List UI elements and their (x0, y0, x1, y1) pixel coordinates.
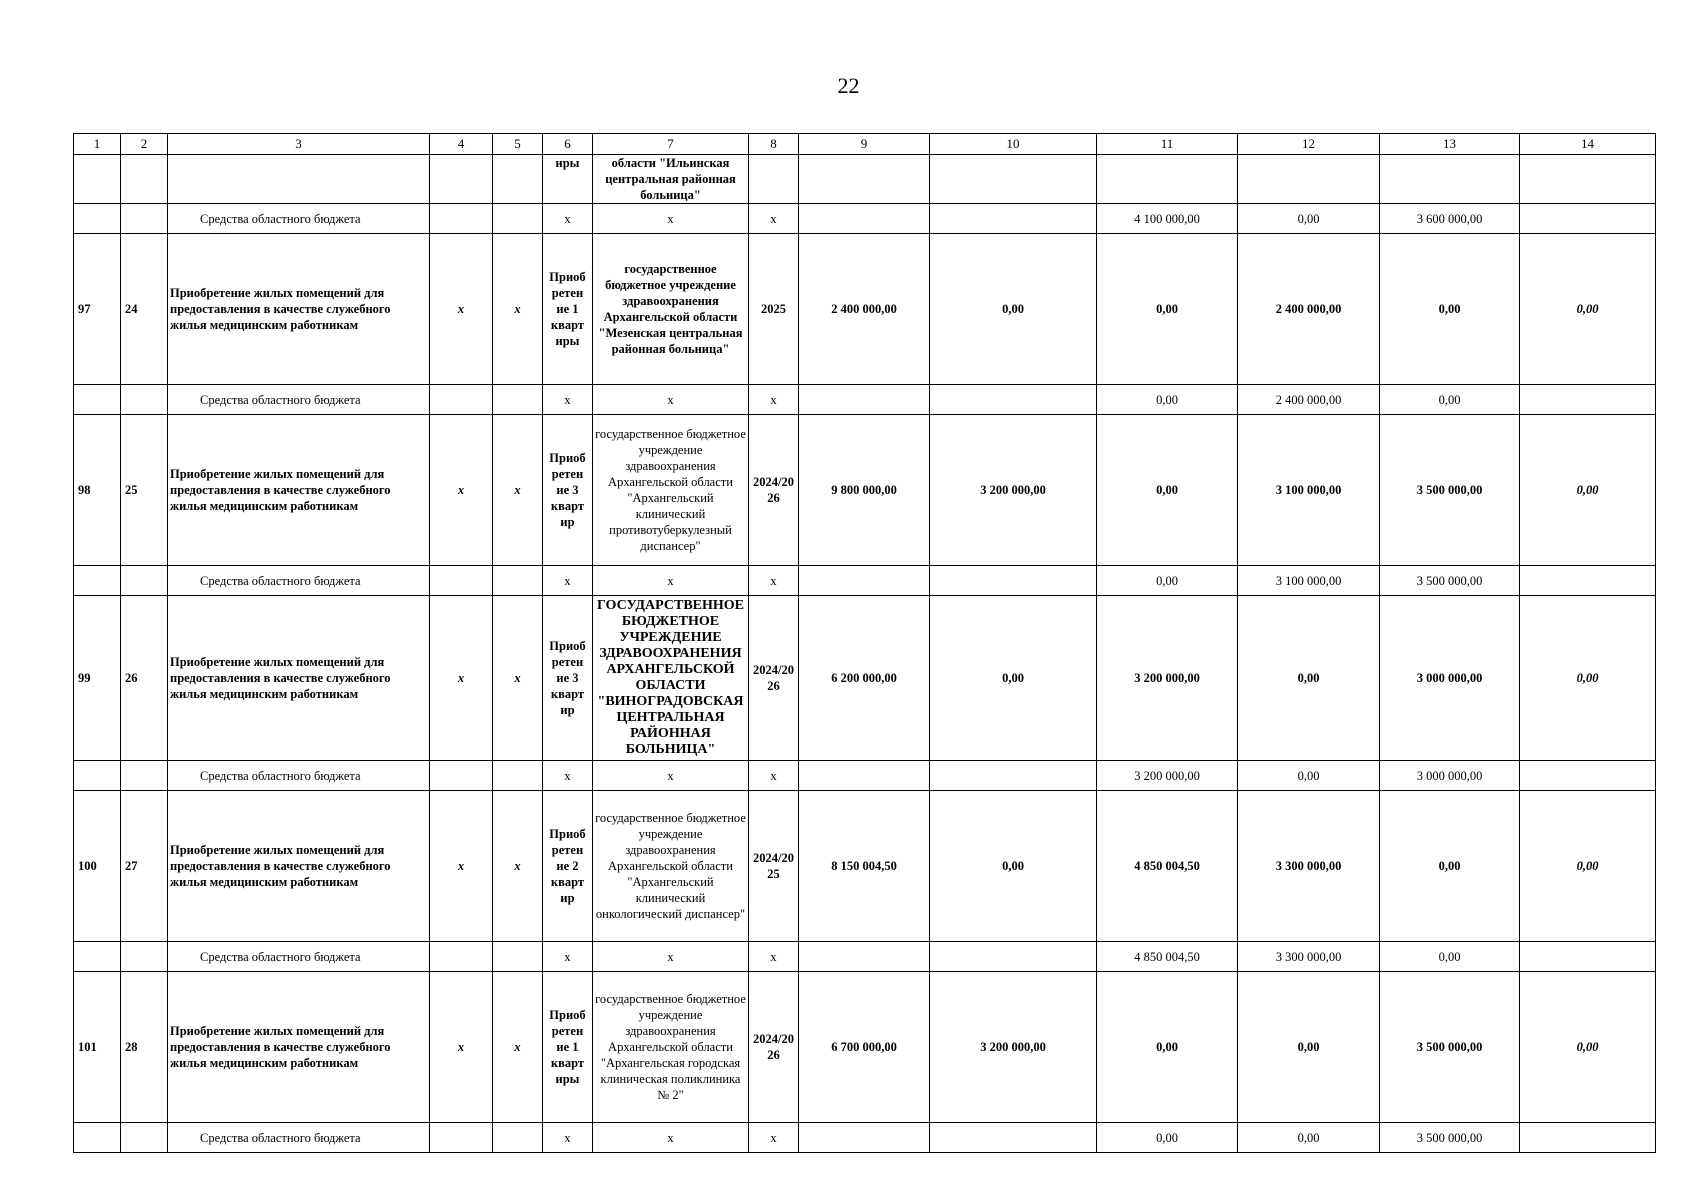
cell-amount-col9: 8 150 004,50 (799, 791, 930, 942)
column-header: 14 (1520, 134, 1656, 155)
cell-col5: x (493, 972, 543, 1123)
cell-amount-col11: 0,00 (1097, 385, 1238, 415)
cell-period: 2024/20 26 (749, 596, 799, 761)
cell-institution: государственное бюджетное учреждение здравоохранения Архангельской области "Мезенская центральная районная больница" (593, 234, 749, 385)
fund-label: Средства областного бюджета (168, 204, 430, 234)
x-mark: x (543, 566, 593, 596)
cell-amount-col11: 3 200 000,00 (1097, 596, 1238, 761)
x-mark: x (749, 761, 799, 791)
cell-row-number: 101 (74, 972, 121, 1123)
x-mark: x (749, 566, 799, 596)
cell-amount-col12: 0,00 (1238, 972, 1380, 1123)
cell-period: 2024/20 25 (749, 791, 799, 942)
cell-col5: x (493, 596, 543, 761)
cell-amount-col12: 0,00 (1238, 204, 1380, 234)
cell-period: 2024/20 26 (749, 972, 799, 1123)
column-header: 8 (749, 134, 799, 155)
fund-label: Средства областного бюджета (168, 942, 430, 972)
cell-amount-col14: 0,00 (1520, 596, 1656, 761)
x-mark: x (593, 385, 749, 415)
cell-col5: x (493, 234, 543, 385)
column-header: 7 (593, 134, 749, 155)
column-header: 3 (168, 134, 430, 155)
table-row (74, 972, 1656, 1123)
cell-amount-col9: 6 200 000,00 (799, 596, 930, 761)
cell-row-number: 100 (74, 791, 121, 942)
cell-amount-col13: 3 600 000,00 (1380, 204, 1520, 234)
cell-amount-col13: 0,00 (1380, 234, 1520, 385)
cell-col4: x (430, 791, 493, 942)
column-header: 12 (1238, 134, 1380, 155)
cell-sub-number: 27 (121, 791, 168, 942)
cell-sub-number: 25 (121, 415, 168, 566)
cell-amount-col11: 0,00 (1097, 972, 1238, 1123)
x-mark: x (593, 1123, 749, 1153)
cell-institution: государственное бюджетное учреждение здравоохранения Архангельской области "Архангельский клинический противотуберкулезный диспансер" (593, 415, 749, 566)
cell-amount-col10: 0,00 (930, 596, 1097, 761)
x-mark: x (543, 385, 593, 415)
cell-activity-name: Приобретение жилых помещений для предоставления в качестве служебного жилья медицинским работникам (168, 791, 430, 942)
cell-result: Приоб ретен ие 1 кварт иры (543, 234, 593, 385)
cell-amount-col14: 0,00 (1520, 415, 1656, 566)
cell-amount-col13: 3 000 000,00 (1380, 761, 1520, 791)
cell-amount-col14: 0,00 (1520, 972, 1656, 1123)
cell-amount-col14: 0,00 (1520, 791, 1656, 942)
column-header: 1 (74, 134, 121, 155)
cell-amount-col13: 3 000 000,00 (1380, 596, 1520, 761)
cell-amount-col14: 0,00 (1520, 234, 1656, 385)
cell-activity-name: Приобретение жилых помещений для предоставления в качестве служебного жилья медицинским работникам (168, 972, 430, 1123)
cell-amount-col10: 3 200 000,00 (930, 972, 1097, 1123)
fund-row (74, 761, 1656, 791)
cell-row-number: 97 (74, 234, 121, 385)
cell-amount-col12: 3 300 000,00 (1238, 791, 1380, 942)
cell-amount-col10: 0,00 (930, 234, 1097, 385)
cell-institution: государственное бюджетное учреждение здравоохранения Архангельской области "Архангельская городская клиническая поликлиника № 2" (593, 972, 749, 1123)
cell-institution: государственное бюджетное учреждение здравоохранения Архангельской области "Архангельский клинический онкологический диспансер" (593, 791, 749, 942)
fund-label: Средства областного бюджета (168, 1123, 430, 1153)
table-row (74, 596, 1656, 761)
cell-col5: x (493, 415, 543, 566)
cell-activity-name: Приобретение жилых помещений для предоставления в качестве служебного жилья медицинским работникам (168, 234, 430, 385)
cell-result: иры (543, 155, 593, 204)
cell-amount-col11: 0,00 (1097, 1123, 1238, 1153)
cell-amount-col11: 0,00 (1097, 566, 1238, 596)
x-mark: x (543, 942, 593, 972)
cell-amount-col12: 3 100 000,00 (1238, 415, 1380, 566)
page-number: 22 (837, 73, 860, 98)
fund-row (74, 385, 1656, 415)
x-mark: x (543, 1123, 593, 1153)
budget-table (73, 133, 1656, 1153)
column-header: 13 (1380, 134, 1520, 155)
cell-amount-col11: 4 850 004,50 (1097, 942, 1238, 972)
x-mark: x (749, 385, 799, 415)
cell-period: 2025 (749, 234, 799, 385)
cell-col4: x (430, 972, 493, 1123)
cell-amount-col13: 0,00 (1380, 942, 1520, 972)
cell-col4: x (430, 234, 493, 385)
fund-row (74, 204, 1656, 234)
cell-amount-col10: 3 200 000,00 (930, 415, 1097, 566)
table-row (74, 234, 1656, 385)
cell-amount-col13: 0,00 (1380, 791, 1520, 942)
cell-sub-number: 24 (121, 234, 168, 385)
cell-row-number: 99 (74, 596, 121, 761)
cell-amount-col12: 0,00 (1238, 596, 1380, 761)
cell-result: Приоб ретен ие 3 кварт ир (543, 596, 593, 761)
fund-row (74, 942, 1656, 972)
cell-institution: области "Ильинская центральная районная больница" (593, 155, 749, 204)
table-row (74, 791, 1656, 942)
cell-amount-col13: 3 500 000,00 (1380, 415, 1520, 566)
column-header: 5 (493, 134, 543, 155)
cell-activity-name: Приобретение жилых помещений для предоставления в качестве служебного жилья медицинским работникам (168, 415, 430, 566)
fund-label: Средства областного бюджета (168, 385, 430, 415)
cell-amount-col13: 3 500 000,00 (1380, 1123, 1520, 1153)
cell-sub-number: 26 (121, 596, 168, 761)
cell-col4: x (430, 596, 493, 761)
column-header: 10 (930, 134, 1097, 155)
cell-sub-number: 28 (121, 972, 168, 1123)
cell-amount-col12: 2 400 000,00 (1238, 385, 1380, 415)
cell-amount-col11: 3 200 000,00 (1097, 761, 1238, 791)
cell-amount-col9: 9 800 000,00 (799, 415, 930, 566)
x-mark: x (593, 566, 749, 596)
x-mark: x (543, 204, 593, 234)
fund-row (74, 1123, 1656, 1153)
x-mark: x (593, 204, 749, 234)
column-header: 2 (121, 134, 168, 155)
column-header: 4 (430, 134, 493, 155)
continuation-row (74, 155, 1656, 204)
x-mark: x (749, 942, 799, 972)
x-mark: x (593, 942, 749, 972)
fund-label: Средства областного бюджета (168, 761, 430, 791)
cell-activity-name: Приобретение жилых помещений для предоставления в качестве служебного жилья медицинским работникам (168, 596, 430, 761)
cell-row-number: 98 (74, 415, 121, 566)
x-mark: x (749, 204, 799, 234)
x-mark: x (593, 761, 749, 791)
cell-col4: x (430, 415, 493, 566)
cell-amount-col12: 3 300 000,00 (1238, 942, 1380, 972)
x-mark: x (543, 761, 593, 791)
column-header: 9 (799, 134, 930, 155)
cell-amount-col11: 4 850 004,50 (1097, 791, 1238, 942)
cell-amount-col11: 4 100 000,00 (1097, 204, 1238, 234)
cell-amount-col10: 0,00 (930, 791, 1097, 942)
cell-amount-col11: 0,00 (1097, 415, 1238, 566)
cell-period: 2024/20 26 (749, 415, 799, 566)
cell-amount-col13: 3 500 000,00 (1380, 972, 1520, 1123)
cell-institution: ГОСУДАРСТВЕННОЕ БЮДЖЕТНОЕ УЧРЕЖДЕНИЕ ЗДРАВООХРАНЕНИЯ АРХАНГЕЛЬСКОЙ ОБЛАСТИ "ВИНОГРАДОВСКАЯ ЦЕНТРАЛЬНАЯ РАЙОННАЯ БОЛЬНИЦА" (593, 596, 749, 761)
cell-amount-col12: 2 400 000,00 (1238, 234, 1380, 385)
fund-row (74, 566, 1656, 596)
cell-amount-col9: 2 400 000,00 (799, 234, 930, 385)
cell-result: Приоб ретен ие 1 кварт иры (543, 972, 593, 1123)
cell-amount-col12: 0,00 (1238, 1123, 1380, 1153)
cell-amount-col13: 0,00 (1380, 385, 1520, 415)
cell-result: Приоб ретен ие 2 кварт ир (543, 791, 593, 942)
x-mark: x (749, 1123, 799, 1153)
cell-col5: x (493, 791, 543, 942)
cell-result: Приоб ретен ие 3 кварт ир (543, 415, 593, 566)
fund-label: Средства областного бюджета (168, 566, 430, 596)
column-header: 6 (543, 134, 593, 155)
cell-amount-col11: 0,00 (1097, 234, 1238, 385)
cell-amount-col13: 3 500 000,00 (1380, 566, 1520, 596)
column-header: 11 (1097, 134, 1238, 155)
cell-amount-col12: 3 100 000,00 (1238, 566, 1380, 596)
table-row (74, 415, 1656, 566)
cell-amount-col12: 0,00 (1238, 761, 1380, 791)
column-number-row (74, 134, 1656, 155)
cell-amount-col9: 6 700 000,00 (799, 972, 930, 1123)
